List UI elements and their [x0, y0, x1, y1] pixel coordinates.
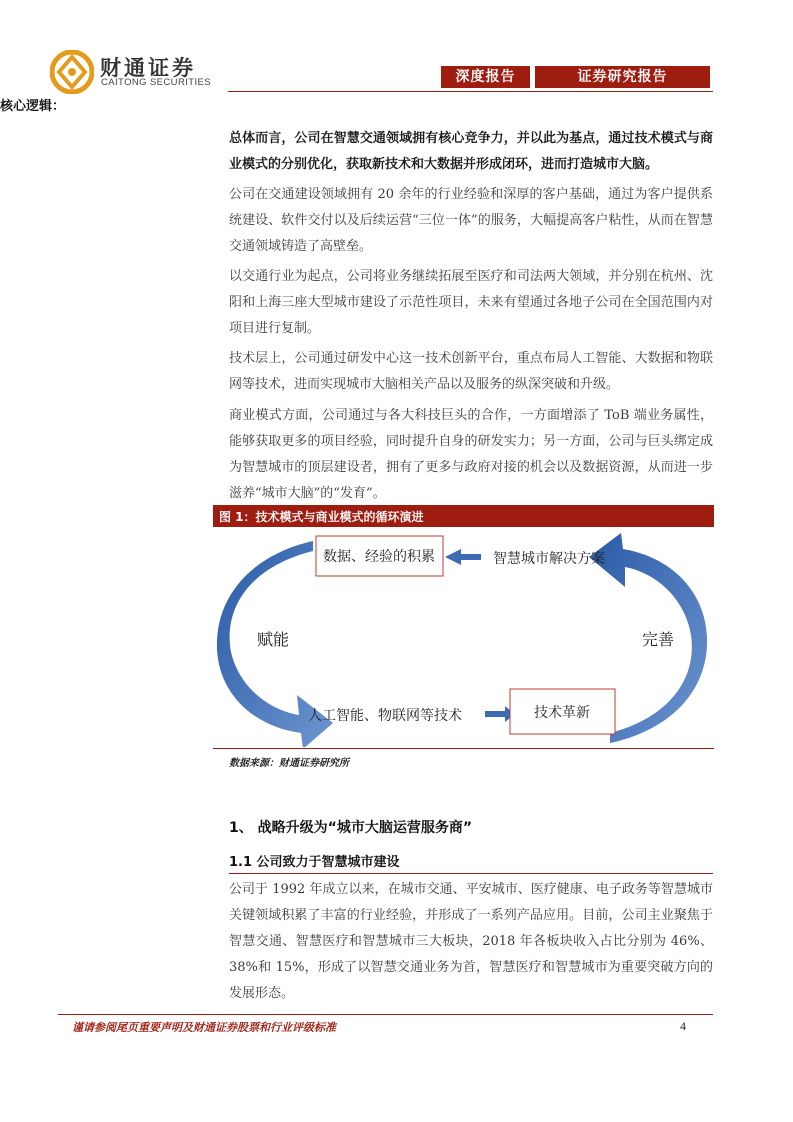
core-logic-heading: 核心逻辑： [0, 99, 66, 114]
body-paragraph-1: 公司在交通建设领域拥有 20 余年的行业经验和深厚的客户基础，通过为客户提供系统建设、软件交付以及后续运营“三位一体”的服务，大幅提高客户粘性，从而在智慧交通领域铸造了高壁垒。 [229, 187, 713, 254]
footer-disclaimer: 谨请参阅尾页重要声明及财通证券股票和行业评级标准 [72, 1021, 336, 1034]
page-number: 4 [680, 1019, 686, 1033]
box-tech-innovation-label: 技术革新 [534, 705, 590, 721]
caitong-logo-icon [50, 50, 94, 94]
footer-rule [58, 1014, 713, 1015]
empower-label: 赋能 [256, 630, 290, 649]
top-left-arrow [445, 549, 481, 565]
report-kind-tab: 证券研究报告 [535, 66, 710, 88]
figure-source: 数据来源：财通证券研究所 [229, 758, 349, 769]
smart-city-solution-label: 智慧城市解决方案 [493, 551, 605, 567]
logo-text-en: CAITONG SECURITIES [101, 77, 211, 88]
logo-text-cn: 财通证券 [100, 56, 196, 80]
figure-bottom-rule [213, 748, 714, 749]
header-rule [228, 91, 713, 92]
box-data-experience-label: 数据、经验的积累 [323, 549, 435, 565]
section-heading-1-1: 1.1 公司致力于智慧城市建设 [229, 855, 400, 870]
section-rule [229, 873, 713, 874]
body-paragraph-3: 技术层上，公司通过研发中心这一技术创新平台，重点布局人工智能、大数据和物联网等技术，进而实现城市大脑相关产品以及服务的纵深突破和升级。 [229, 351, 713, 392]
ai-iot-tech-label: 人工智能、物联网等技术 [308, 708, 462, 724]
section-heading-1: 1、 战略升级为“城市大脑运营服务商” [229, 820, 473, 836]
summary-paragraph: 总体而言，公司在智慧交通领域拥有核心竞争力，并以此为基点，通过技术模式与商业模式的分别优化，获取新技术和大数据并形成闭环，进而打造城市大脑。 [229, 131, 713, 172]
body-paragraph-2: 以交通行业为起点，公司将业务继续拓展至医疗和司法两大领域，并分别在杭州、沈阳和上海三座大型城市建设了示范性项目，未来有望通过各地子公司在全国范围内对项目进行复制。 [229, 269, 713, 336]
report-type-tab: 深度报告 [441, 66, 530, 88]
section-paragraph: 公司于 1992 年成立以来，在城市交通、平安城市、医疗健康、电子政务等智慧城市关键领域积累了丰富的行业经验，并形成了一系列产品应用。目前，公司主业聚焦于智慧交通、智慧医疗和智慧城市三大板块，2018 年各板块收入占比分别为 46%、38%和 15%，形成了以智慧交通业务为首，智慧医疗和智慧城市为重要突破方向的发展形态。 [229, 882, 713, 1001]
cycle-diagram [213, 527, 714, 747]
body-paragraph-4: 商业模式方面，公司通过与各大科技巨头的合作，一方面增添了 ToB 端业务属性，能够获取更多的项目经验，同时提升自身的研发实力；另一方面，公司与巨头绑定成为智慧城市的顶层建设者，拥有了更多与政府对接的机会以及数据资源，从而进一步滋养“城市大脑”的“发育”。 [229, 408, 713, 501]
figure-title: 图 1：技术模式与商业模式的循环演进 [219, 510, 424, 524]
improve-label: 完善 [641, 630, 675, 649]
